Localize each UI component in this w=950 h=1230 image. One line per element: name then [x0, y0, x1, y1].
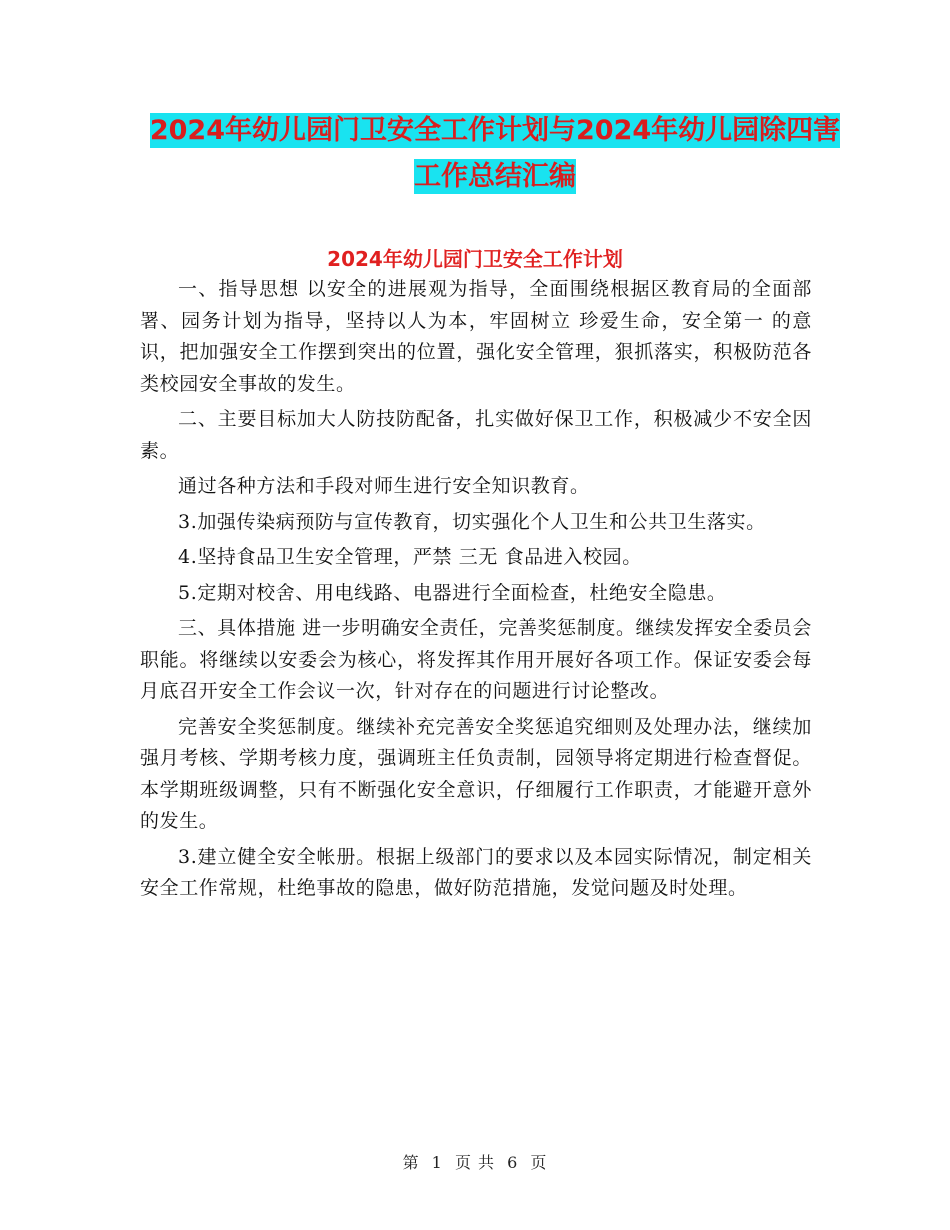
document-title-text: 2024年幼儿园门卫安全工作计划与2024年幼儿园除四害工作总结汇编 [149, 115, 841, 192]
paragraph: 3.加强传染病预防与宣传教育，切实强化个人卫生和公共卫生落实。 [178, 510, 766, 533]
footer-label-post: 页 [530, 1153, 548, 1172]
paragraph: 完善安全奖惩制度。继续补充完善安全奖惩追究细则及处理办法，继续加强月考核、学期考核力度，强调班主任负责制，园领导将定期进行检查督促。本学期班级调整，只有不断强化安全意识，仔细履行工作职责，才能避开意外的发生。 [140, 715, 812, 832]
section-title: 2024年幼儿园门卫安全工作计划 [327, 247, 623, 271]
paragraph: 通过各种方法和手段对师生进行安全知识教育。 [178, 475, 590, 497]
paragraph: 二、主要目标加大人防技防配备，扎实做好保卫工作，积极减少不安全因素。 [140, 408, 812, 462]
document-body [140, 274, 812, 909]
footer-label-mid: 页 共 [454, 1153, 496, 1172]
footer-current-page: 1 [431, 1153, 443, 1172]
footer-total-pages: 6 [507, 1153, 519, 1172]
footer-label-pre: 第 [402, 1153, 420, 1172]
document-title [140, 108, 850, 200]
paragraph: 5.定期对校舍、用电线路、电器进行全面检查，杜绝安全隐患。 [178, 581, 727, 604]
paragraph: 三、具体措施 进一步明确安全责任，完善奖惩制度。继续发挥安全委员会职能。将继续以安委会为核心，将发挥其作用开展好各项工作。保证安委会每月底召开安全工作会议一次，针对存在的问题进行讨论整改。 [140, 617, 812, 702]
page-footer [0, 1153, 950, 1173]
paragraph: 一、指导思想 以安全的进展观为指导，全面围绕根据区教育局的全面部署、园务计划为指导，坚持以人为本，牢固树立 珍爱生命，安全第一 的意识，把加强安全工作摆到突出的位置，强化安全管理，狠抓落实，积极防范各类校园安全事故的发生。 [140, 278, 812, 395]
paragraph: 4.坚持食品卫生安全管理，严禁 三无 食品进入校园。 [178, 546, 642, 568]
paragraph: 3.建立健全安全帐册。根据上级部门的要求以及本园实际情况，制定相关安全工作常规，杜绝事故的隐患，做好防范措施，发觉问题及时处理。 [140, 845, 812, 899]
